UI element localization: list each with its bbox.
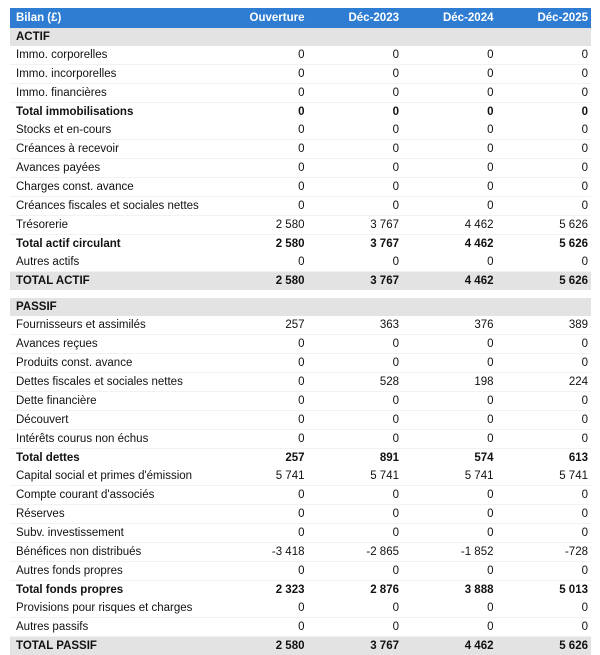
value-cell: 0 bbox=[497, 140, 592, 159]
value-cell: 0 bbox=[402, 159, 497, 178]
value-cell: 5 626 bbox=[497, 272, 592, 291]
section-title: ACTIF bbox=[10, 28, 591, 46]
value-cell: 0 bbox=[402, 103, 497, 122]
row-label: Immo. incorporelles bbox=[10, 65, 213, 84]
subtotal-row bbox=[10, 103, 591, 122]
value-cell: 5 741 bbox=[402, 467, 497, 486]
table-row bbox=[10, 46, 591, 65]
value-cell: 0 bbox=[308, 253, 403, 272]
table-row bbox=[10, 599, 591, 618]
value-cell: 0 bbox=[497, 121, 592, 140]
value-cell: 2 580 bbox=[213, 235, 308, 254]
table-row bbox=[10, 430, 591, 449]
value-cell: 0 bbox=[402, 197, 497, 216]
value-cell: -3 418 bbox=[213, 543, 308, 562]
header-col-dec-2023: Déc-2023 bbox=[308, 8, 403, 28]
value-cell: 5 741 bbox=[308, 467, 403, 486]
value-cell: 0 bbox=[308, 121, 403, 140]
value-cell: 891 bbox=[308, 449, 403, 468]
value-cell: 0 bbox=[308, 505, 403, 524]
value-cell: 0 bbox=[308, 411, 403, 430]
value-cell: 0 bbox=[497, 505, 592, 524]
row-label: Total immobilisations bbox=[10, 103, 213, 122]
table-row bbox=[10, 562, 591, 581]
row-label: Trésorerie bbox=[10, 216, 213, 235]
value-cell: 0 bbox=[497, 562, 592, 581]
row-label: Autres passifs bbox=[10, 618, 213, 637]
row-label: Total fonds propres bbox=[10, 581, 213, 600]
value-cell: 257 bbox=[213, 316, 308, 335]
value-cell: 4 462 bbox=[402, 216, 497, 235]
table-row bbox=[10, 354, 591, 373]
row-label: Avances payées bbox=[10, 159, 213, 178]
value-cell: 0 bbox=[497, 84, 592, 103]
value-cell: 0 bbox=[213, 354, 308, 373]
row-label: Dette financière bbox=[10, 392, 213, 411]
table-header-row bbox=[10, 8, 591, 28]
value-cell: 0 bbox=[497, 618, 592, 637]
table-row bbox=[10, 316, 591, 335]
row-label: Découvert bbox=[10, 411, 213, 430]
value-cell: 0 bbox=[308, 103, 403, 122]
value-cell: 0 bbox=[497, 159, 592, 178]
table-row bbox=[10, 178, 591, 197]
value-cell: 3 767 bbox=[308, 235, 403, 254]
row-label: Avances reçues bbox=[10, 335, 213, 354]
row-label: Bénéfices non distribués bbox=[10, 543, 213, 562]
table-row bbox=[10, 411, 591, 430]
row-label: Compte courant d'associés bbox=[10, 486, 213, 505]
value-cell: 0 bbox=[308, 392, 403, 411]
value-cell: 3 767 bbox=[308, 637, 403, 655]
value-cell: 0 bbox=[213, 392, 308, 411]
row-label: TOTAL ACTIF bbox=[10, 272, 213, 291]
section-spacer bbox=[10, 290, 591, 298]
value-cell: 4 462 bbox=[402, 637, 497, 655]
value-cell: 0 bbox=[213, 373, 308, 392]
value-cell: 0 bbox=[213, 140, 308, 159]
value-cell: -2 865 bbox=[308, 543, 403, 562]
value-cell: 224 bbox=[497, 373, 592, 392]
value-cell: 0 bbox=[308, 354, 403, 373]
table-row bbox=[10, 373, 591, 392]
value-cell: 0 bbox=[213, 599, 308, 618]
value-cell: 2 876 bbox=[308, 581, 403, 600]
value-cell: 0 bbox=[402, 599, 497, 618]
value-cell: 0 bbox=[497, 253, 592, 272]
subtotal-row bbox=[10, 235, 591, 254]
value-cell: 2 580 bbox=[213, 272, 308, 291]
table-row bbox=[10, 197, 591, 216]
value-cell: 5 626 bbox=[497, 637, 592, 655]
value-cell: 528 bbox=[308, 373, 403, 392]
row-label: Autres fonds propres bbox=[10, 562, 213, 581]
value-cell: 0 bbox=[213, 618, 308, 637]
value-cell: 0 bbox=[402, 505, 497, 524]
value-cell: 376 bbox=[402, 316, 497, 335]
value-cell: 2 580 bbox=[213, 216, 308, 235]
row-label: Créances fiscales et sociales nettes bbox=[10, 197, 213, 216]
row-label: Total dettes bbox=[10, 449, 213, 468]
value-cell: 3 767 bbox=[308, 272, 403, 291]
spacer-cell bbox=[10, 290, 591, 298]
table-row bbox=[10, 84, 591, 103]
header-col-dec-2024: Déc-2024 bbox=[402, 8, 497, 28]
value-cell: 0 bbox=[213, 430, 308, 449]
row-label: Intérêts courus non échus bbox=[10, 430, 213, 449]
value-cell: 613 bbox=[497, 449, 592, 468]
value-cell: 363 bbox=[308, 316, 403, 335]
header-col-dec-2025: Déc-2025 bbox=[497, 8, 592, 28]
value-cell: 0 bbox=[213, 46, 308, 65]
balance-sheet-table bbox=[10, 8, 591, 655]
row-label: Immo. corporelles bbox=[10, 46, 213, 65]
row-label: Dettes fiscales et sociales nettes bbox=[10, 373, 213, 392]
row-label: Autres actifs bbox=[10, 253, 213, 272]
value-cell: 0 bbox=[308, 197, 403, 216]
row-label: TOTAL PASSIF bbox=[10, 637, 213, 655]
value-cell: 0 bbox=[402, 486, 497, 505]
value-cell: 0 bbox=[308, 524, 403, 543]
balance-sheet-body bbox=[10, 8, 591, 655]
value-cell: 0 bbox=[213, 524, 308, 543]
row-label: Total actif circulant bbox=[10, 235, 213, 254]
value-cell: 0 bbox=[402, 562, 497, 581]
value-cell: 0 bbox=[213, 505, 308, 524]
subtotal-row bbox=[10, 581, 591, 600]
row-label: Produits const. avance bbox=[10, 354, 213, 373]
table-row bbox=[10, 253, 591, 272]
value-cell: 4 462 bbox=[402, 272, 497, 291]
value-cell: 0 bbox=[308, 159, 403, 178]
value-cell: 389 bbox=[497, 316, 592, 335]
grand-total-row bbox=[10, 637, 591, 655]
value-cell: 0 bbox=[497, 197, 592, 216]
value-cell: 0 bbox=[213, 159, 308, 178]
value-cell: 0 bbox=[402, 121, 497, 140]
value-cell: 198 bbox=[402, 373, 497, 392]
value-cell: 0 bbox=[308, 140, 403, 159]
value-cell: 0 bbox=[213, 197, 308, 216]
value-cell: 0 bbox=[497, 354, 592, 373]
value-cell: 0 bbox=[497, 411, 592, 430]
row-label: Fournisseurs et assimilés bbox=[10, 316, 213, 335]
value-cell: 0 bbox=[213, 411, 308, 430]
value-cell: 0 bbox=[213, 121, 308, 140]
value-cell: 0 bbox=[308, 84, 403, 103]
value-cell: 2 580 bbox=[213, 637, 308, 655]
value-cell: 0 bbox=[402, 392, 497, 411]
value-cell: 0 bbox=[497, 486, 592, 505]
table-row bbox=[10, 543, 591, 562]
value-cell: -1 852 bbox=[402, 543, 497, 562]
value-cell: 4 462 bbox=[402, 235, 497, 254]
value-cell: 0 bbox=[497, 430, 592, 449]
section-header-row bbox=[10, 298, 591, 316]
value-cell: 3 888 bbox=[402, 581, 497, 600]
value-cell: 0 bbox=[402, 354, 497, 373]
value-cell: 0 bbox=[308, 486, 403, 505]
header-col-ouverture: Ouverture bbox=[213, 8, 308, 28]
section-title: PASSIF bbox=[10, 298, 591, 316]
value-cell: 0 bbox=[402, 65, 497, 84]
table-row bbox=[10, 486, 591, 505]
value-cell: 0 bbox=[402, 411, 497, 430]
value-cell: 257 bbox=[213, 449, 308, 468]
value-cell: 0 bbox=[402, 178, 497, 197]
value-cell: 0 bbox=[402, 335, 497, 354]
value-cell: 5 741 bbox=[497, 467, 592, 486]
section-header-row bbox=[10, 28, 591, 46]
row-label: Charges const. avance bbox=[10, 178, 213, 197]
table-row bbox=[10, 618, 591, 637]
row-label: Capital social et primes d'émission bbox=[10, 467, 213, 486]
value-cell: 0 bbox=[497, 599, 592, 618]
row-label: Immo. financières bbox=[10, 84, 213, 103]
value-cell: -728 bbox=[497, 543, 592, 562]
value-cell: 0 bbox=[213, 65, 308, 84]
value-cell: 0 bbox=[497, 335, 592, 354]
value-cell: 0 bbox=[308, 430, 403, 449]
value-cell: 5 741 bbox=[213, 467, 308, 486]
value-cell: 0 bbox=[308, 178, 403, 197]
table-row bbox=[10, 121, 591, 140]
header-label: Bilan (£) bbox=[10, 8, 213, 28]
value-cell: 0 bbox=[213, 486, 308, 505]
value-cell: 3 767 bbox=[308, 216, 403, 235]
table-row bbox=[10, 140, 591, 159]
value-cell: 2 323 bbox=[213, 581, 308, 600]
value-cell: 0 bbox=[213, 562, 308, 581]
value-cell: 0 bbox=[402, 46, 497, 65]
value-cell: 0 bbox=[402, 618, 497, 637]
value-cell: 0 bbox=[402, 140, 497, 159]
grand-total-row bbox=[10, 272, 591, 291]
value-cell: 0 bbox=[497, 178, 592, 197]
value-cell: 5 626 bbox=[497, 216, 592, 235]
table-row bbox=[10, 335, 591, 354]
subtotal-row bbox=[10, 449, 591, 468]
row-label: Créances à recevoir bbox=[10, 140, 213, 159]
value-cell: 0 bbox=[402, 84, 497, 103]
value-cell: 0 bbox=[308, 46, 403, 65]
value-cell: 0 bbox=[213, 335, 308, 354]
row-label: Réserves bbox=[10, 505, 213, 524]
value-cell: 574 bbox=[402, 449, 497, 468]
value-cell: 0 bbox=[308, 562, 403, 581]
value-cell: 0 bbox=[213, 103, 308, 122]
table-row bbox=[10, 216, 591, 235]
value-cell: 0 bbox=[402, 524, 497, 543]
value-cell: 0 bbox=[497, 103, 592, 122]
table-row bbox=[10, 159, 591, 178]
row-label: Provisions pour risques et charges bbox=[10, 599, 213, 618]
value-cell: 0 bbox=[308, 65, 403, 84]
value-cell: 0 bbox=[308, 618, 403, 637]
value-cell: 5 013 bbox=[497, 581, 592, 600]
value-cell: 0 bbox=[497, 524, 592, 543]
value-cell: 0 bbox=[402, 430, 497, 449]
row-label: Subv. investissement bbox=[10, 524, 213, 543]
table-row bbox=[10, 467, 591, 486]
value-cell: 0 bbox=[213, 84, 308, 103]
value-cell: 0 bbox=[497, 65, 592, 84]
table-row bbox=[10, 392, 591, 411]
value-cell: 0 bbox=[308, 599, 403, 618]
value-cell: 0 bbox=[497, 392, 592, 411]
value-cell: 5 626 bbox=[497, 235, 592, 254]
value-cell: 0 bbox=[213, 178, 308, 197]
value-cell: 0 bbox=[308, 335, 403, 354]
row-label: Stocks et en-cours bbox=[10, 121, 213, 140]
value-cell: 0 bbox=[402, 253, 497, 272]
table-row bbox=[10, 505, 591, 524]
table-row bbox=[10, 65, 591, 84]
value-cell: 0 bbox=[497, 46, 592, 65]
balance-sheet bbox=[10, 8, 591, 655]
value-cell: 0 bbox=[213, 253, 308, 272]
table-row bbox=[10, 524, 591, 543]
